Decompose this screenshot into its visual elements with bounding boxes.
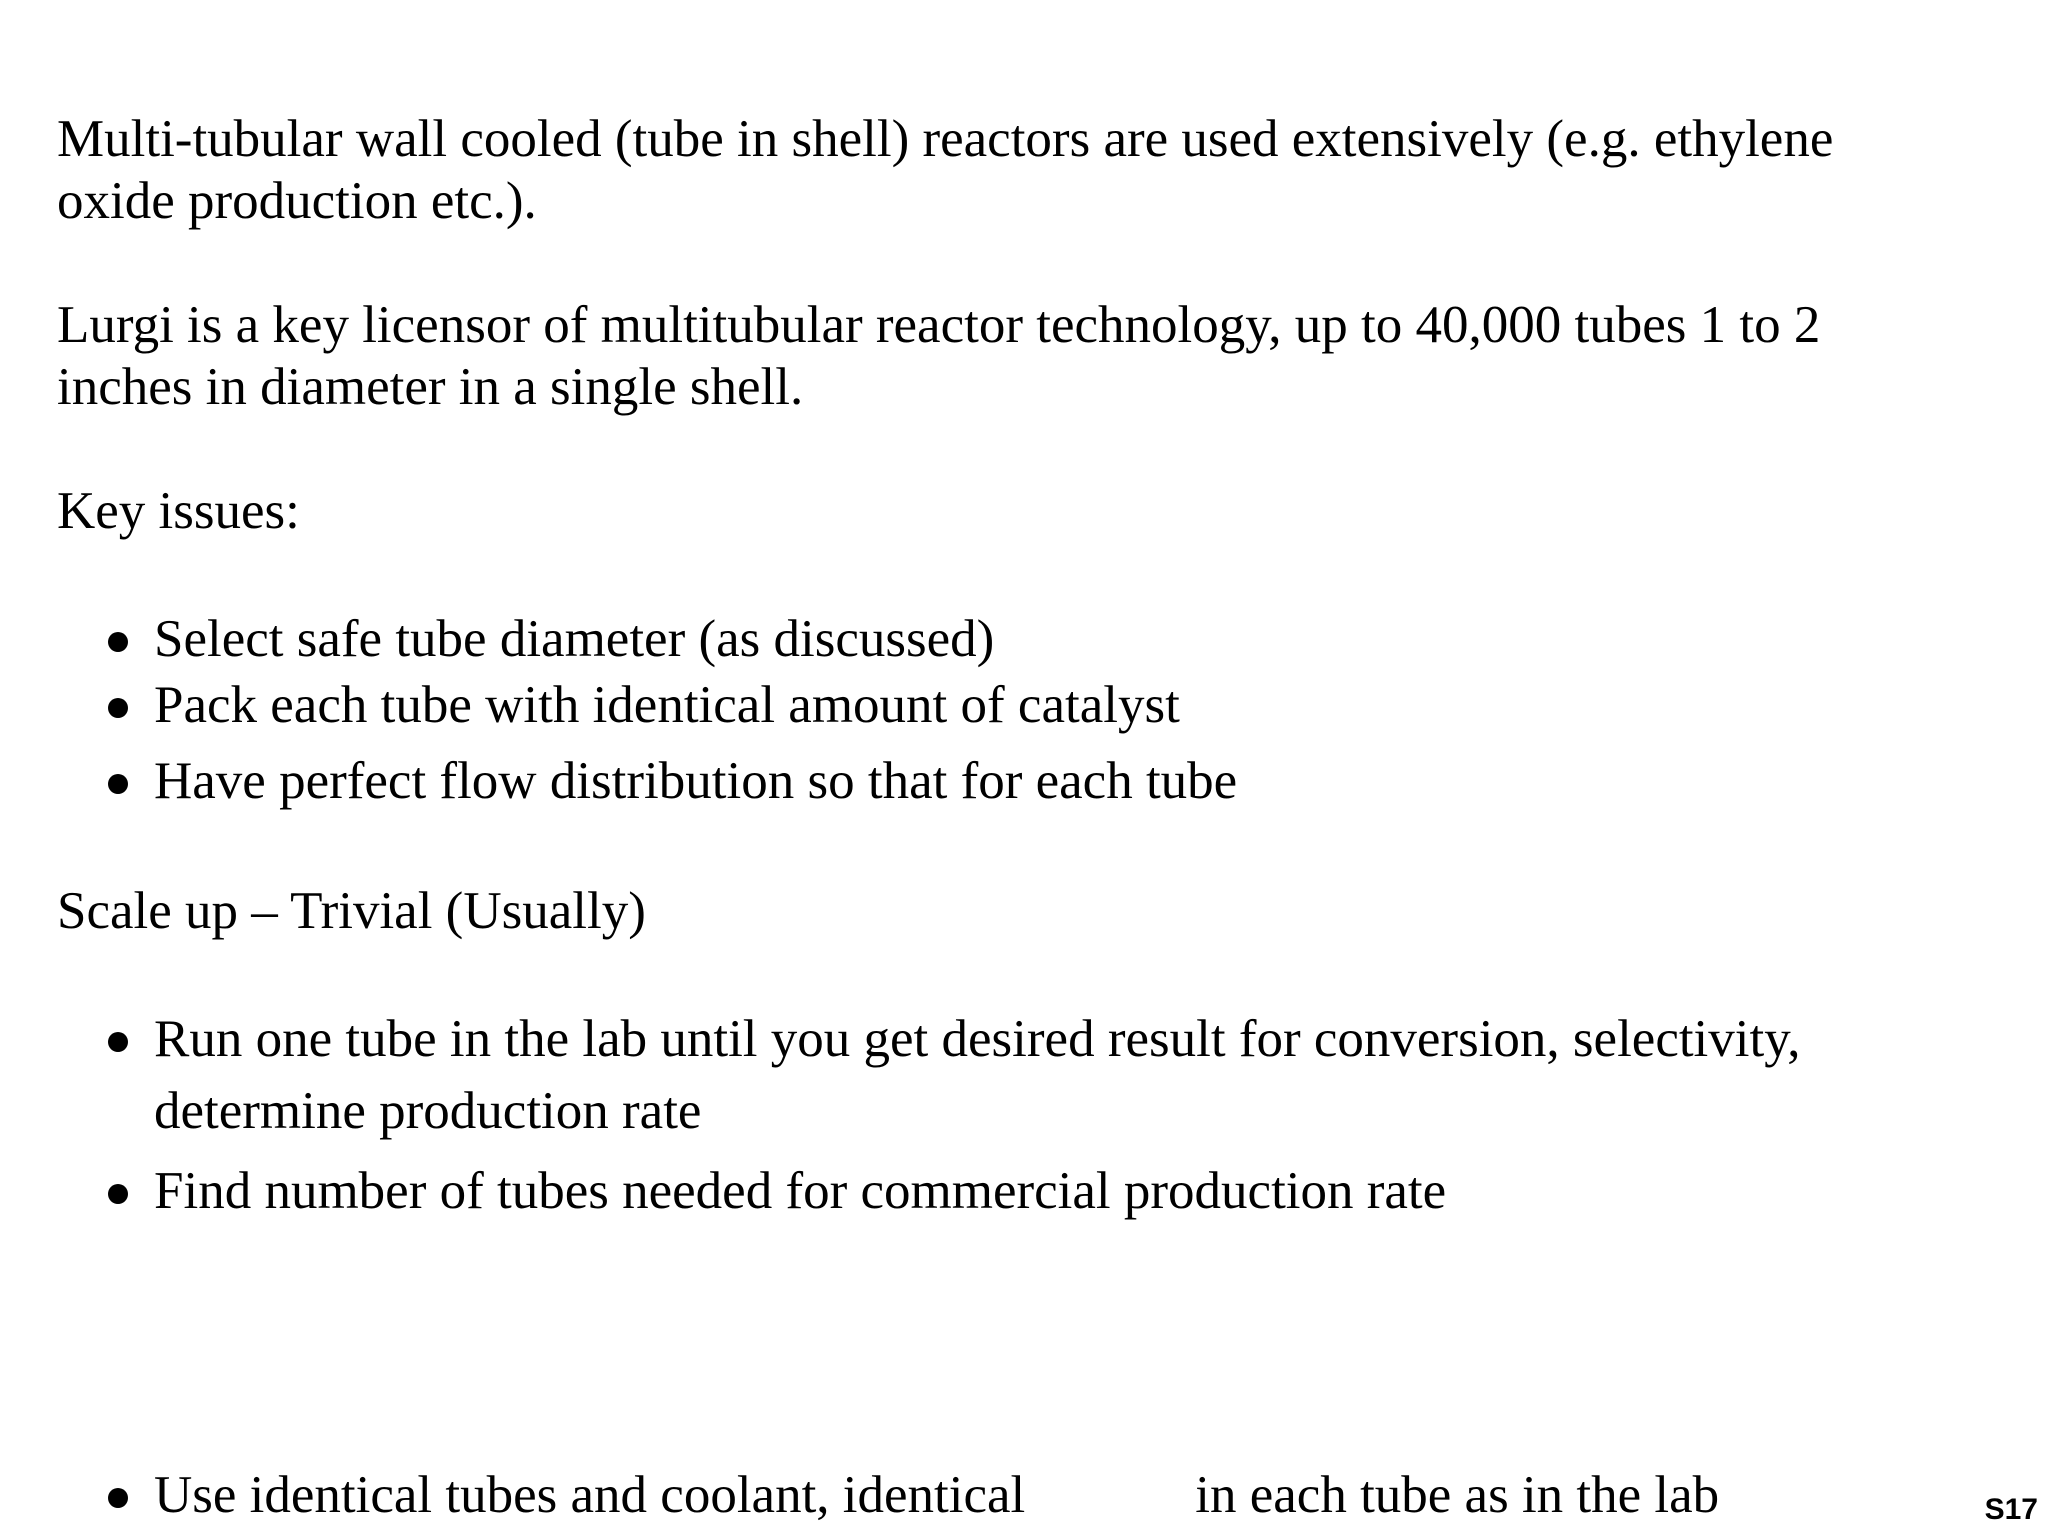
slide-number: S17 <box>1984 1493 2038 1526</box>
bullet-text-part-2: in each tube as in the lab <box>1195 1466 1720 1524</box>
intro-paragraph-line-1: Multi-tubular wall cooled (tube in shell) reactors are used extensively (e.g. ethylene <box>57 110 1834 168</box>
bullet-text <box>154 1460 1719 1530</box>
bullet-text: Have perfect flow distribution so that for each tube <box>154 752 1238 810</box>
bullet-icon <box>108 1488 128 1508</box>
bullet-text: Pack each tube with identical amount of catalyst <box>154 676 1180 734</box>
bullet-text: Select safe tube diameter (as discussed) <box>154 610 995 668</box>
bullet-icon <box>108 1032 128 1052</box>
bullet-icon <box>108 1184 128 1204</box>
bullet-text: Run one tube in the lab until you get desired result for conversion, selectivity, <box>154 1010 1801 1068</box>
bullet-icon <box>108 698 128 718</box>
lurgi-paragraph-line-2: inches in diameter in a single shell. <box>57 358 804 416</box>
bullet-text-part-1: Use identical tubes and coolant, identical <box>154 1466 1026 1524</box>
scale-up-heading: Scale up – Trivial (Usually) <box>57 882 646 940</box>
intro-paragraph-line-2: oxide production etc.). <box>57 172 537 230</box>
bullet-icon <box>108 774 128 794</box>
bullet-icon <box>108 632 128 652</box>
lurgi-paragraph-line-1: Lurgi is a key licensor of multitubular reactor technology, up to 40,000 tubes 1 to 2 <box>57 296 1821 354</box>
key-issues-heading: Key issues: <box>57 482 300 540</box>
bullet-text: determine production rate <box>154 1082 702 1140</box>
bullet-text: Find number of tubes needed for commercial production rate <box>154 1162 1447 1220</box>
